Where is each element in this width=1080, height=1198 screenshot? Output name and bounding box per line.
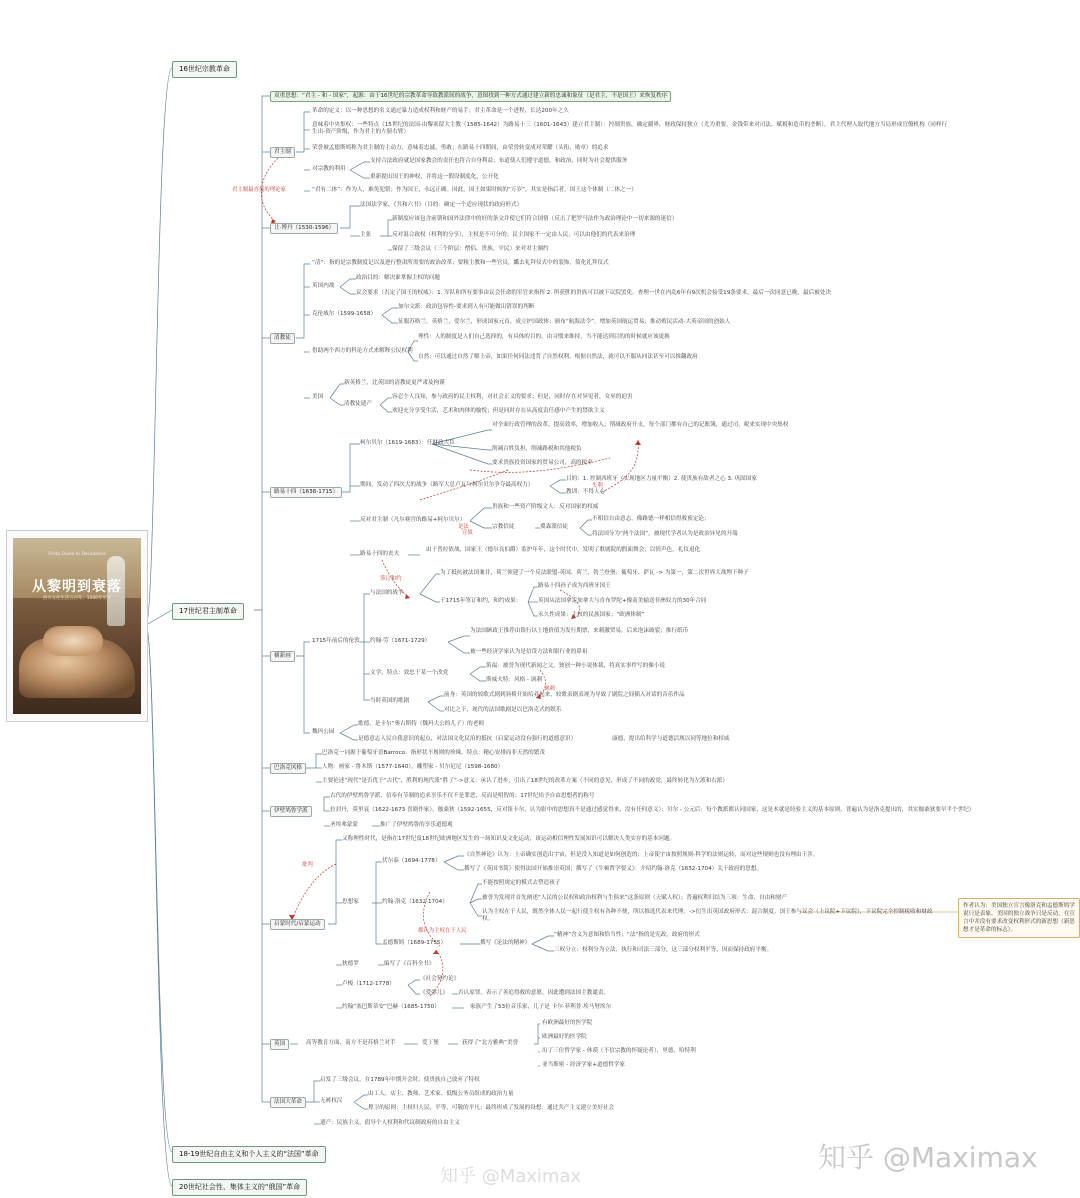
- node-religion-use-1: 支持合法政府就是国家教会的责任也符合自身利益；布道使人们遵守道德，和政治，同时为社会提供服务: [370, 158, 628, 164]
- node-treaty-result-1: 路易十四孙子成为西班牙国王: [538, 583, 611, 589]
- node-edinburgh-2: 欧洲最好的医学院: [542, 1034, 587, 1040]
- node-montesquieu-work: 撰写《论法的精神》: [480, 940, 531, 946]
- node-john-law-1: 为法国顾政王推荐由银行以土地价值为发行期票，来刺激贸易，后来泡沫破裂；推行纸币: [470, 628, 689, 634]
- node-epicureans-1: 拉封丹，莫里哀（1622-1673 喜剧作家），伽桑狄（1592-1655，反对笛卡尔，认为影中的思想真不是通过感觉得来，没有任何意义）；贝尔 - 公元后：每个教派都认同国家，这是本就是经验主义的基本原则，普遍认为是洛克提出的，其实伽桑狄要早半个世纪）: [330, 807, 975, 813]
- node-weimar-3: 康德，提出给科学与道德活规以同等地位和权威: [612, 736, 730, 742]
- author-note: 作者认为：美国独立宣言像洛克和孟德斯鸠学说只是表象，美国的独立战争只是反动，在宣言中并没有要求改变权利形式的新思想（新思想才是革命的标志）。: [958, 898, 1080, 938]
- node-cromwell-1: 加尔文派：政治包容性-要求到人有可能做出错误的判断: [398, 304, 535, 310]
- node-sans-culottes-1: 由工人、店主、教师、艺术家、低级公务员组成的政治力量: [368, 1091, 514, 1097]
- section-french-revolution[interactable]: 18-19世纪自由主义和个人主义的“法国”革命: [172, 1146, 326, 1163]
- node-locke-2: 认为主权在于人民，既然全体人民一起行使主权有各种不便，所以推选代表来代理。->衍生出英国政府形式：混合制度。国王参与议会（上议院+下议院），下议院完全控制税收和财政权。: [482, 909, 933, 922]
- annotation-sovereignty-people: 都认为主权在于人民: [418, 928, 467, 934]
- node-bach: 约翰“塞巴斯蒂安”巴赫（1685-1750）: [342, 1004, 440, 1010]
- annotation-satire: 讽刺: [544, 686, 555, 692]
- node-epicureans[interactable]: 伊壁鸠鲁学派: [270, 806, 312, 817]
- node-puritan-legacy: 清教徒遗产: [344, 401, 372, 407]
- node-english-civil-war: 英国内战: [312, 283, 335, 289]
- node-rousseau-3: 否认原罪，表示了善追得救的意愿。因此遭到法国主教谴责。: [458, 990, 610, 996]
- section-16c-religious-revolution[interactable]: 16世纪宗教革命: [172, 61, 237, 78]
- node-cromwell: 克伦威尔（1599-1658）: [312, 311, 377, 317]
- node-montesquieu-2: 三权分立：权利分为立法、执行和司法三部分，这三部分权利平等，因而保持政府平衡。: [554, 947, 773, 953]
- node-civil-war-goal: 政治目的：解决谁掌握主权的问题: [356, 275, 440, 281]
- node-puritan-meaning: “清”：指的是宗教制度记以及进行整肃所需要的政治改革；要粗主教和一些官员，瓤去礼拜仪式中的装饰，简化礼拜仪式: [312, 260, 609, 266]
- node-montesquieu-1: “精神”含义为意图和恰当性；“法”指的是宪政，政府的形式: [554, 932, 700, 938]
- node-bach-1: 家族产生了53位音乐家，儿子是 卡尔·菲利普·埃马努埃尔: [470, 1004, 612, 1010]
- node-voltaire-1: 《自然神论》认为：上帝确实创造出宇宙，但是没人知道是如何创造的；上帝使宇宙按照规则-科学的法则运转，而对这些规则也没有理由干涉。: [464, 852, 819, 858]
- node-cromwell-2: 征服苏格兰，英格兰，爱尔兰，形成国家元首，成立护国政体；颁布“航海法令”，增加英国航运贸易；推动殖民活动-大英帝国的创始人: [398, 319, 731, 325]
- annotation-sign-treaty: 签订和约: [380, 576, 402, 582]
- node-britain-education: 高等教育方面，南方不是苏格兰对手: [306, 1040, 396, 1046]
- node-new-england: 新英格兰，比英国的清教徒更严肃及拘谨: [344, 380, 445, 386]
- node-bodin-claims: 主张: [360, 232, 372, 238]
- node-locke-0: 不能按照规定的模式去塑造孩子: [482, 880, 561, 886]
- node-legacy-1: 容忍个人良知，参与政府的民主权利，对社会正义的要求；但是，同时存在对异见者，女巫的迫害: [392, 394, 633, 400]
- annotation-defeat: 失利: [592, 483, 603, 489]
- book-subtitle: 西方文化生活五百年，1500年至今: [42, 596, 112, 601]
- node-john-law: 约翰·劳（1671-1729）: [370, 638, 431, 644]
- node-voltaire-2: 撰写了《英国书简》使得法国开始推崇英国；撰写了《牛顿哲学要义》：介绍约翰·洛克（1632-1704）关于政府的思想。: [464, 866, 762, 872]
- node-opera-2: 对比之下，现代的法国歌剧是以巴洛克式的娱乐: [444, 707, 562, 713]
- node-kings-two-bodies: “君有二体”：作为人，难免犯错；作为国王，永远正确。因此，国王如果时候的“万岁”，其实是指后者，国王这个体制（二体之一）: [312, 187, 637, 193]
- node-edinburgh: 爱丁堡: [422, 1040, 439, 1046]
- node-anti-monarchy: 反对君主制（凡尔赛宫的路易+柯尔贝尔）: [360, 517, 466, 523]
- node-enlightenment-0: 又称理性时代，是指在17世纪及18世纪欧洲地区发生的一场知识及文化运动，该运动相信理性发展知识可以解决人类实存的基本问题。: [342, 836, 676, 842]
- section-17c-monarchy-revolution[interactable]: 17世纪君主制革命: [172, 603, 244, 620]
- section-russian-revolution[interactable]: 20世纪社会性、集体主义的“俄国”革命: [172, 1179, 307, 1196]
- node-jean-bodin[interactable]: 让·博丹（1530-1596）: [270, 223, 338, 234]
- node-edinburgh-4: 亚当斯密 - 经济学家+道德哲学家: [542, 1062, 625, 1068]
- node-anti-france-alliance: 为了抵抗被法国兼并，荷兰领建了一个反法联盟-英国、荷兰、勃兰登堡、葡萄牙、萨瓦 -> 为第一，第二次世界大战埋下种子: [440, 570, 749, 576]
- node-sans-culottes-2: 撑卫的原则：主权归人民，平等，可敬的平凡；最终形成了发展的设想：通过共产主义建立美好社会: [368, 1105, 615, 1111]
- node-baroque-1: 人物：画家 - 鲁本斯（1577-1640），雕塑家 - 贝尔尼尼（1598-1680）: [322, 764, 504, 770]
- node-america-puritans: 美国: [312, 394, 324, 400]
- node-voltaire: 伏尔泰（1694-1778）: [382, 858, 441, 864]
- node-wars-lesson: 教训：不得人心: [566, 489, 606, 495]
- node-war-with-france: 与法国的战争: [370, 590, 404, 596]
- node-epicureans-0: 古代的伊壁鸠鲁学派，信奉有节制的追求享乐不仅不是罪恶，反而是明智的；17世纪给予自由思想者的称号: [330, 793, 595, 799]
- node-four-wars: 期间，发动了四次大的战争（路军大总卢瓦与柯尔贝尔争夺最高权力）: [360, 482, 534, 488]
- node-saint-evremond: 圣埃弗蒙蒙: [330, 822, 358, 828]
- node-monarchy-honor: 荣誉被孟德斯鸠称为君主制的主动力，意味着忠诚，勇敢；在路易十四期间，由荣誉转变成对荣耀（头衔，勋章）的追求: [312, 145, 609, 151]
- node-locke-1: 被誉为发现并首先阐述“人民的公民权和政治权利与生俱来”这条原则（天赋人权）；普遍权利归结为三项：生命，自由和财产: [482, 895, 788, 901]
- node-english-opera: 当时英国的歌剧: [370, 698, 410, 704]
- node-reason: 理性：人的制度是人们自己选择的，有具体的目的，由习惯来维持，当不能达到目的的时候就应该更换: [418, 334, 670, 340]
- node-wars-goal: 目的：1. 控制西班牙（实现地区力量平衡）2. 使贵族有敌者之心 3. 巩固国家: [566, 476, 757, 482]
- node-religious-believers: 宗教信徒: [492, 524, 515, 530]
- node-nature: 自然：可以通过自然了解上帝，如果任何同法违背了自然权利，根据自然法，就可以不服从同法甚至可以推翻政府: [418, 354, 698, 360]
- node-french-rev-1: 启发了三级会议，在1789年中期开会时，使贵族自己放弃了特权: [320, 1077, 480, 1083]
- node-french-rev-legacy: 遗产：民族主义，倡导个人权利和代议制政府的自由主义: [320, 1120, 460, 1126]
- watermark-zhihu: 知乎 @Maximax: [818, 1141, 1038, 1174]
- node-jansenist-1: 不相信自由意志，像路德一样相信得救预定论；: [592, 516, 710, 522]
- node-monarchy-definition: 革命的定义：以一种思想的名义通过暴力造成权利和财产的易手；君主革命是一个进程，长达200年之久: [312, 108, 569, 114]
- node-monarchy[interactable]: 君主制: [270, 147, 295, 158]
- node-britain[interactable]: 英国: [270, 1039, 289, 1050]
- node-enlightenment[interactable]: 启蒙时代/启蒙运动: [270, 919, 325, 930]
- node-opera-1: 前身：英国的较歌式剧到斜椅开始培养起来，较歌表剧表现为导致了剧院之间插入对话的音乐作品: [444, 692, 685, 698]
- node-colbert: 柯尔贝尔（1619-1683）：任财政大臣: [360, 440, 455, 446]
- node-colbert-2: 削减百姓负担，削减路税和其他税负: [492, 446, 582, 452]
- node-baroque-2: 主要论述“现代”是否优于“古代”，胜利的现代派“胜了”->意义：承认了进步，引出了18世纪的改革方案（不同的意见，形成了不同的政党，最终转化为左派和右派）: [322, 778, 728, 784]
- node-baroque[interactable]: 巴洛克风格: [270, 763, 306, 774]
- node-bodin-claim-2: 反对混合政权（权利的分享），主权是不可分的；民主国家不一定由人民，可以由他们的代表来治理: [392, 232, 636, 238]
- book-cover-image: [6, 530, 148, 722]
- node-swift: 斯威夫特：风格 - 讽刺: [486, 677, 542, 683]
- node-weimar: 魏玛公园: [312, 729, 335, 735]
- node-puritans[interactable]: 清教徒: [270, 333, 295, 344]
- node-saint-evremond-1: 推广了伊壁鸠鲁的享乐道德观: [380, 822, 453, 828]
- node-diderot-1: 编写了《百科全书》: [384, 961, 435, 967]
- node-civil-war-parliament: 议会要求（否定了国王的权威）：1. 军队和所有要事由议会任命的军官来指挥 2. 所获胜的贵族可以被下议院罢免。查理一世在内乱6年有9次机会接受19条要求，最后一次同意已晚，最后被处决: [356, 290, 831, 296]
- node-rousseau-1: 《社会契约论》: [420, 976, 460, 982]
- annotation-declare-war: 宣战: [462, 530, 473, 536]
- watermark-center: 知乎 @Maximax: [440, 1166, 582, 1187]
- node-bodin-claim-3: 保留了三级会议（三个阶层：僧侣、贵族、平民）来对君主制约: [392, 246, 549, 252]
- node-civil-rights-explanation: 借助两个西方的科论方式来解释公民权利: [312, 348, 413, 354]
- node-baroque-0: 巴洛克一词源于葡萄牙语Barroco，指形状不规则的珍珠，特点：精心安排而非天然的繁茂: [322, 750, 545, 756]
- node-colbert-3: 要求贵族投资国家的贸易公司，高的税率: [492, 460, 593, 466]
- node-treaty-result-2: 英国从法国拿走加拿大与直布罗陀+像南美输送非洲奴力的30年合同: [538, 598, 707, 604]
- node-locke: 约翰·洛克（1632-1704）: [382, 899, 448, 905]
- node-sans-culottes: 无裤权汉: [320, 1098, 343, 1104]
- node-thinkers: 思想家: [342, 899, 359, 905]
- node-montesquieu: 孟德斯鸠（1689-1755）: [382, 940, 447, 946]
- node-treaty-1715: 于1715年签订和约，和约成果：: [440, 598, 522, 604]
- node-louis-xiv[interactable]: 路易十四（1638-1715）: [270, 487, 342, 498]
- node-rousseau-2: 《爱弥儿》: [420, 990, 448, 996]
- node-louis-death: 路易十四的丧夫: [360, 551, 400, 557]
- node-anti-nobles: 贵族和一些资产阶级文人：反对国家的权威: [492, 504, 599, 510]
- node-athens-of-north: 获得了“北方雅典”美誉: [462, 1040, 519, 1046]
- book-title: 从黎明到衰落: [32, 579, 122, 595]
- cover-figures-highlight: [43, 626, 103, 656]
- node-literature: 文学，特点：效忠于某一个改党: [370, 670, 449, 676]
- node-bodin-claim-1: 新制度应该包含前朝和国外法律中的好的条文并使它们符合国情（反击了把罗马法作为政治理论中一切来源的迷信）: [392, 216, 678, 222]
- node-french-revolution[interactable]: 法国大革命: [270, 1097, 306, 1108]
- node-dual-thought[interactable]: 双重思想：“君主 - 和 - 国家”，起源：由于16世纪的宗教革命导致教派间的战争，意图找到一种方式通过建立新的忠诚和象征（是君主，不是国王）来恢复秩序: [270, 91, 671, 102]
- book-english-title: From Dawn to Decadence: [48, 552, 106, 557]
- node-colbert-1: 对全面行政管理的改革，提高效率，增加收入；削减政府开支，每个部门都有自己的记账簿，通过司，税来实现中央集权: [492, 422, 789, 428]
- node-religion-use: 对宗教的利用: [312, 166, 346, 172]
- annotation-is-law: 是法: [458, 524, 469, 530]
- node-diderot: 狄德罗: [342, 961, 359, 967]
- node-rousseau: 卢梭（1712-1778）: [342, 981, 395, 987]
- node-treaty-result-3: 永久性成果：主权的民族国家；“欧洲体制”: [538, 612, 645, 618]
- node-religion-use-2: 重新提出国王的神权，并将这一假设制度化，公开化: [370, 174, 499, 180]
- node-edinburgh-1: 有欧洲最好的医学院: [542, 1020, 593, 1026]
- node-weimar-2: 是德意志人民自我意识的起点，对法国文化民治的抵抗（启蒙运动没有强行的道德意识）: [358, 736, 577, 742]
- node-monarchy-centralization: 意味着中央集权：一些特点（15世纪的法国-由黎塞留大主教（1585-1642）为路易十三（1601-1643）建立君主制）：控制贵族，确定疆界，财政保持独立（尤为重要，金钱带来对司法、赋税和造币的垄断），君主代理人取代地方当局形成官僚机构（同样行生出-资产阶级，作为君主的左膀右臂）: [312, 122, 948, 135]
- node-defoe: 笛福：被誉为现代新闻之父，独创一种小说体裁，将真实事件写的像小说: [486, 663, 666, 669]
- node-weimar-1: 歌德，是卡尔“奥古斯特（魏玛大公的儿子）的老师: [358, 721, 484, 727]
- annotation-critique: 批判: [302, 862, 313, 868]
- node-london-1715: 1715年前后的伦敦: [312, 638, 360, 644]
- node-jansenists: 冀森派信徒: [540, 524, 568, 530]
- node-bodin-jurist: 法国法学家，《共和六书》（目的：确定一个适应现状的政府形式）: [360, 202, 523, 208]
- node-louis-death-1: 由于普拉依战，国家王（德尔良伯爵）监护年年，这个时代中，发明了歌剧院的假面舞会；以情声色，礼仪退化: [426, 547, 701, 553]
- book-cover-art: [13, 538, 141, 714]
- node-john-law-2: 被一些经济学家认为是信贷方法和银行业的鼻祖: [470, 649, 588, 655]
- node-new-painting[interactable]: 横新画: [270, 651, 295, 662]
- annotation-direct-theorist: 君主制最直接的理论家: [232, 187, 286, 193]
- node-legacy-2: 欢迎充分享受生活，艺术和肉体的愉悦；但是同时存在从高度责任感中产生的禁欲主义: [392, 408, 605, 414]
- node-edinburgh-3: 出了三位哲学家 - 休谟（不信宗教的怀疑论者），里德，哈特利: [542, 1048, 696, 1054]
- node-jansenist-2: 将法国分为“两个法国”，被现代学者认为是政治异见的开端: [592, 531, 738, 537]
